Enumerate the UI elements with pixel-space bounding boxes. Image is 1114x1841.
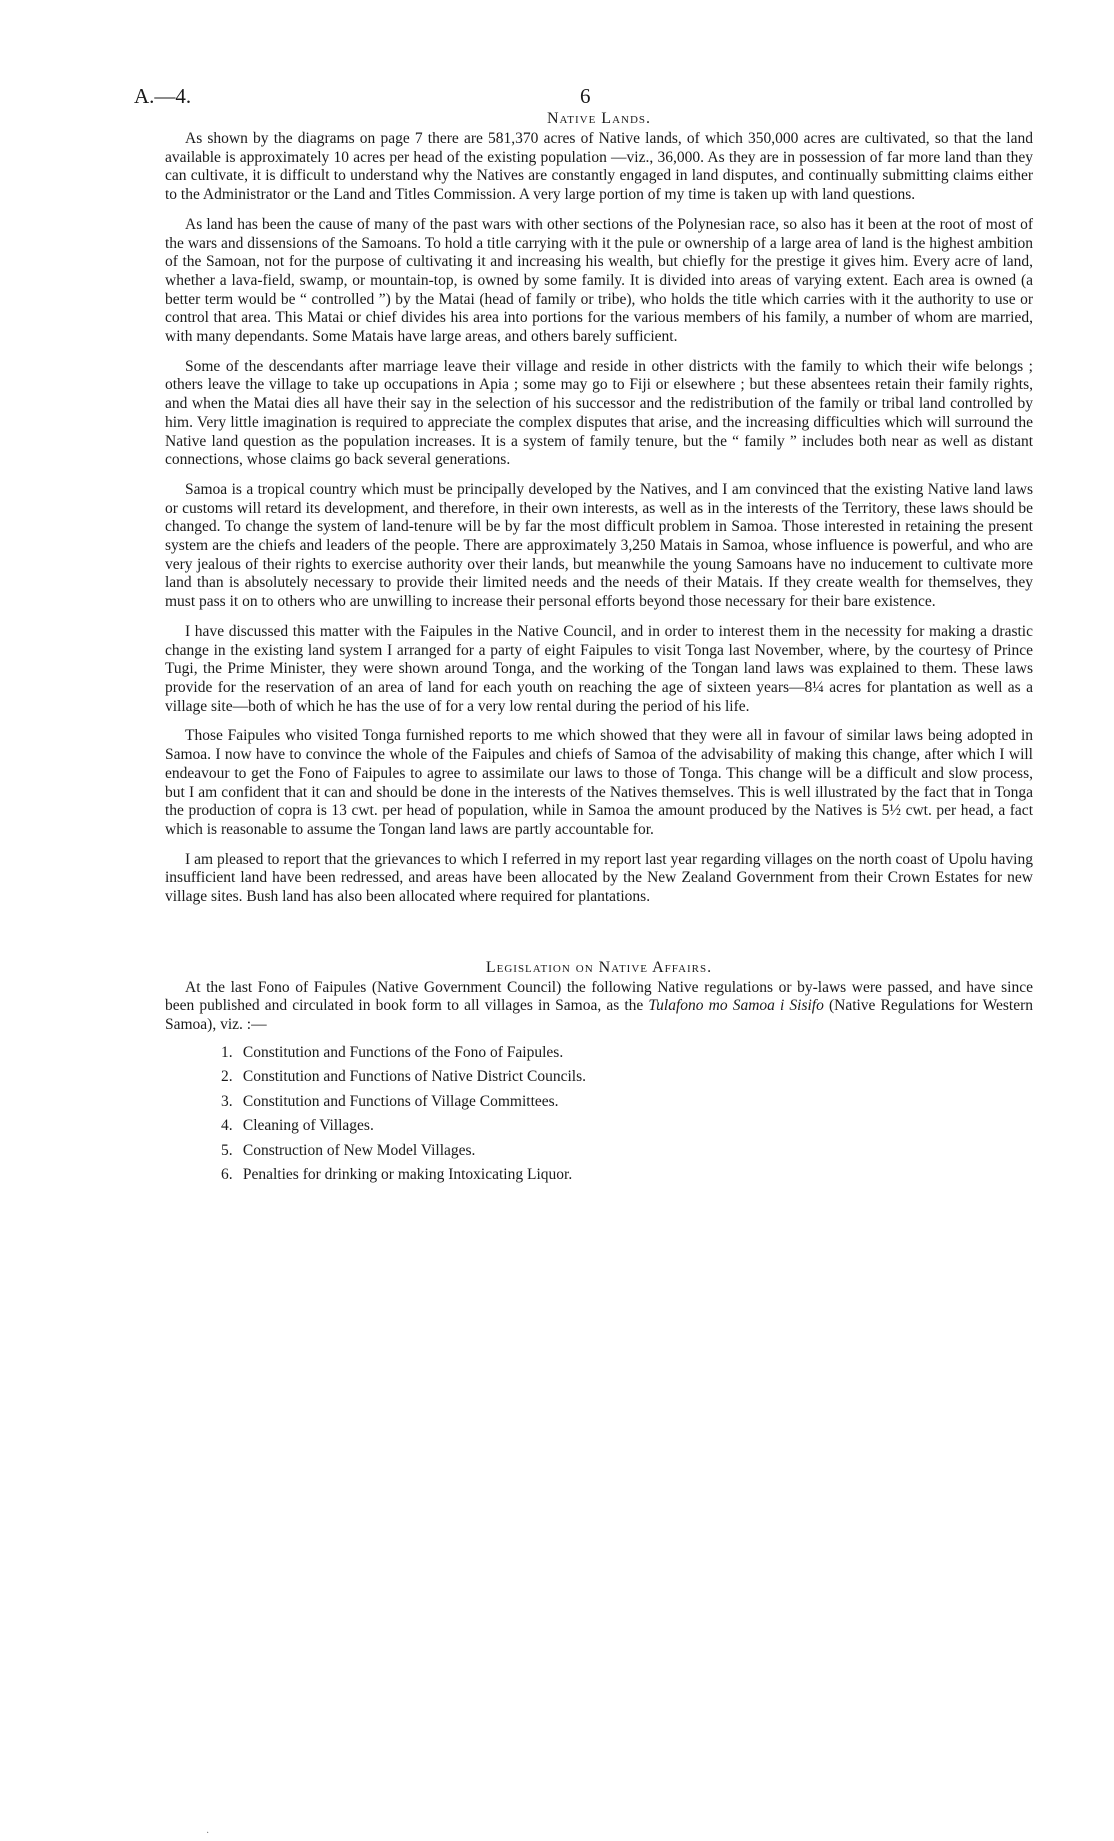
list-item-number: 1. [221,1043,233,1061]
list-item-number: 6. [221,1166,233,1184]
list-item [221,1139,1033,1164]
paragraph-6: Those Faipules who visited Tonga furnished reports to me which showed that they were all in favour of similar laws being adopted in Samoa. I now have to convince the whole of the Faipules and chiefs of Samoa of the advisability of making this change, after which I will endeavour to get the Fono of Faipules to agree to assimilate our laws to those of Tonga. This change will be a difficult and slow process, but I am confident that it can and should be done in the interests of the Natives themselves. This is well illustrated by the fact that in Tonga the production of copra is 13 cwt. per head of population, while in Samoa the amount produced by the Natives is 5½ cwt. per head, a fact which is reasonable to assume the Tongan land laws are partly accountable for. [165,727,1033,838]
paragraph-3: Some of the descendants after marriage leave their village and reside in other districts with the family to which their wife belongs ; others leave the village to take up occupations in Apia ; some may go to Fiji or elsewhere ; but these absentees retain their family rights, and when the Matai dies all have their say in the selection of his successor and the redistribution of the family or tribal land controlled by him. Very little imagination is required to appreciate the complex disputes that arise, and the increasing difficulties which will surround the Native land question as the population increases. It is a system of family tenure, but the “ family ” includes both near as well as distant connections, whose claims go back several generations. [165,357,1033,469]
legislation-intro [165,979,1033,1035]
list-item [221,1114,1033,1139]
intro-text-before: At the last Fono of Faipules (Native Government Council) the following Native regulations or by-laws were passed, and have since been published and circulated in book form to all villages in Samoa, as the [165,978,1033,1015]
list-item [221,1065,1033,1090]
regulations-title: Tulafono mo Samoa i Sisifo [648,997,824,1015]
paragraph-4: Samoa is a tropical country which must be principally developed by the Natives, and I am convinced that the existing Native land laws or customs will retard its development, and therefore, in their own interests, as well as in the interests of the Territory, these laws should be changed. To change the system of land-tenure will be by far the most difficult problem in Samoa. Those interested in retaining the present system are the chiefs and leaders of the people. There are approximately 3,250 Matais in Samoa, whose influence is powerful, and who are very jealous of their rights to exercise authority over their lands, but meanwhile the young Samoans have no inducement to cultivate more land than is absolutely necessary to provide their limited needs and the needs of their Matais. If they create wealth for themselves, they must pass it on to others who are unwilling to increase their personal efforts beyond those necessary for their bare existence. [165,480,1033,611]
section-title-native-lands: Native Lands. [546,110,652,127]
regulations-list [165,1041,1033,1188]
list-item-text: Constitution and Functions of Village Committees. [242,1092,559,1110]
list-item [221,1090,1033,1115]
section-title-legislation: Legislation on Native Affairs. [485,958,713,976]
document-reference: A.—4. [134,84,192,108]
list-item-text: Cleaning of Villages. [242,1117,374,1135]
paragraph-5: I have discussed this matter with the Faipules in the Native Council, and in order to interest them in the necessity for making a drastic change in the existing land system I arranged for a party of eight Faipules to visit Tonga last November, where, by the courtesy of Prince Tugi, the Prime Minister, they were shown around Tonga, and the working of the Tongan land laws was explained to them. These laws provide for the reservation of an area of land for each youth on reaching the age of sixteen years—8¼ acres for plantation as well as a village site—both of which he has the use of for a very low rental during the period of his life. [165,622,1033,715]
list-item-number: 3. [221,1092,233,1110]
intro-text-after: (Native Regulations for Western Samoa), viz. :— [165,997,1033,1034]
list-item-text: Construction of New Model Villages. [242,1141,476,1159]
paragraph-1: As shown by the diagrams on page 7 there are 581,370 acres of Native lands, of which 350,000 acres are cultivated, so that the land available is approximately 10 acres per head of the existing population —viz., 36,000. As they are in possession of far more land than they can cultivate, it is difficult to understand why the Natives are constantly engaged in land disputes, and continually submitting claims either to the Administrator or the Land and Titles Commission. A very large portion of my time is taken up with land questions. [165,130,1033,204]
list-item-text: Constitution and Functions of the Fono of Faipules. [242,1043,564,1061]
paragraph-7: I am pleased to report that the grievances to which I referred in my report last year regarding villages on the north coast of Upolu having insufficient land have been redressed, and areas have been allocated by the New Zealand Government from their Crown Estates for new village sites. Bush land has also been allocated where required for plantations. [165,850,1033,906]
list-item [221,1041,1033,1066]
page-number: 6 [580,84,591,108]
paragraph-2: As land has been the cause of many of the past wars with other sections of the Polynesian race, so also has it been at the root of most of the wars and dissensions of the Samoans. To hold a title carrying with it the pule or ownership of a large area of land is the highest ambition of the Samoan, not for the purpose of cultivating it and increasing his wealth, but chiefly for the prestige it gives him. Every acre of land, whether a lava-field, swamp, or mountain-top, is owned by some family. It is divided into areas of varying extent. Each area is owned (a better term would be “ controlled ”) by the Matai (head of family or tribe), who holds the title which carries with it the authority to use or control that area. This Matai or chief divides his area into portions for the various members of his family, a number of whom are married, with many dependants. Some Matais have large areas, and others barely sufficient. [165,215,1033,346]
list-item-text: Penalties for drinking or making Intoxicating Liquor. [242,1166,573,1184]
list-item-number: 4. [221,1117,233,1135]
list-item [221,1163,1033,1188]
list-item-text: Constitution and Functions of Native District Councils. [242,1068,587,1086]
list-item-number: 5. [221,1141,233,1159]
document-body [165,110,1033,1188]
footer-mark: · [206,1828,210,1839]
list-item-number: 2. [221,1068,233,1086]
